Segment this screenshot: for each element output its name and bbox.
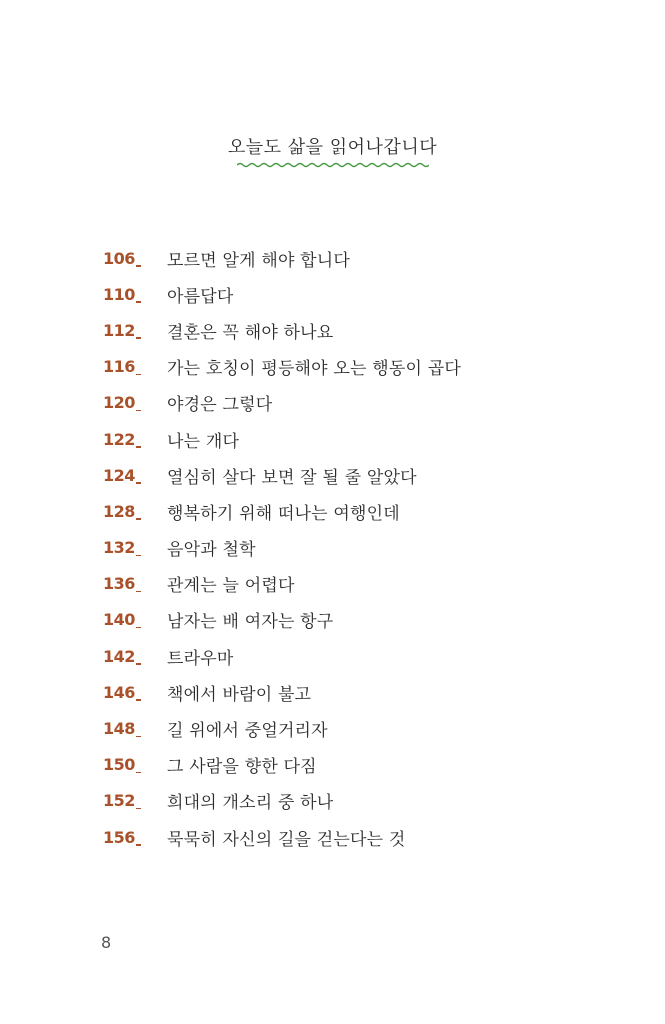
toc-page-number <box>103 683 167 702</box>
wavy-underline <box>237 161 429 169</box>
toc-entry[interactable] <box>103 530 603 566</box>
toc-title: 야경은 그렇다 <box>167 395 273 416</box>
toc-page-number <box>103 249 167 268</box>
toc-page-dash <box>136 627 141 629</box>
toc-page-number <box>103 791 167 810</box>
toc-page-number <box>103 719 167 738</box>
toc-page-dash <box>136 699 141 701</box>
toc-entry[interactable] <box>103 710 603 746</box>
toc-page-number <box>103 321 167 340</box>
toc-page-number <box>103 393 167 412</box>
toc-page-dash <box>136 663 141 665</box>
toc-page-dash <box>136 337 141 339</box>
toc-page-number <box>103 357 167 376</box>
page-number: 8 <box>101 933 112 952</box>
toc-page-number <box>103 755 167 774</box>
toc-entry[interactable] <box>103 602 603 638</box>
toc-entry[interactable] <box>103 783 603 819</box>
toc-entry[interactable] <box>103 674 603 710</box>
toc-page-dash <box>136 736 141 738</box>
toc-page-number <box>103 502 167 521</box>
toc-page-number <box>103 828 167 847</box>
toc-page-dash <box>136 446 141 448</box>
toc-title: 길 위에서 중얼거리자 <box>167 721 328 742</box>
toc-page-number-text: 112 <box>103 320 135 340</box>
toc-page-number <box>103 574 167 593</box>
toc-title: 묵묵히 자신의 길을 걷는다는 것 <box>167 829 406 850</box>
toc-title: 나는 개다 <box>167 431 240 452</box>
toc-title: 남자는 배 여자는 항구 <box>167 612 334 633</box>
toc-page-number <box>103 285 167 304</box>
toc-entry[interactable] <box>103 421 603 457</box>
toc-page-dash <box>136 518 141 520</box>
toc-entry[interactable] <box>103 638 603 674</box>
toc-page-dash <box>136 772 141 774</box>
toc-page-number-text: 146 <box>103 682 135 702</box>
table-of-contents <box>103 240 603 855</box>
toc-page-dash <box>136 410 141 412</box>
toc-page-number-text: 128 <box>103 501 135 521</box>
toc-page-dash <box>136 591 141 593</box>
toc-page-number <box>103 610 167 629</box>
toc-entry[interactable] <box>103 385 603 421</box>
section-header <box>0 135 665 169</box>
toc-title: 책에서 바람이 불고 <box>167 684 312 705</box>
toc-page-number <box>103 647 167 666</box>
toc-entry[interactable] <box>103 349 603 385</box>
toc-title: 아름답다 <box>167 286 234 307</box>
toc-page-dash <box>136 374 141 376</box>
toc-page-number <box>103 538 167 557</box>
toc-page-number-text: 136 <box>103 574 135 594</box>
toc-page-number-text: 140 <box>103 610 135 630</box>
toc-page-number-text: 106 <box>103 248 135 268</box>
section-title: 오늘도 삶을 읽어나갑니다 <box>227 137 438 158</box>
toc-page-dash <box>136 301 141 303</box>
toc-page-dash <box>136 808 141 810</box>
toc-page-number-text: 124 <box>103 465 135 485</box>
toc-entry[interactable] <box>103 312 603 348</box>
toc-page-number-text: 150 <box>103 755 135 775</box>
toc-title: 음악과 철학 <box>167 540 256 561</box>
toc-entry[interactable] <box>103 240 603 276</box>
toc-title: 관계는 늘 어렵다 <box>167 576 295 597</box>
toc-title: 트라우마 <box>167 648 234 669</box>
toc-page-number-text: 120 <box>103 393 135 413</box>
toc-page-number-text: 116 <box>103 357 135 377</box>
toc-page-dash <box>136 555 141 557</box>
toc-page-dash <box>136 482 141 484</box>
toc-title: 행복하기 위해 떠나는 여행인데 <box>167 503 400 524</box>
toc-page-number-text: 122 <box>103 429 135 449</box>
toc-title: 결혼은 꼭 해야 하나요 <box>167 322 334 343</box>
toc-entry[interactable] <box>103 493 603 529</box>
toc-title: 열심히 살다 보면 잘 될 줄 알았다 <box>167 467 417 488</box>
toc-page-number-text: 148 <box>103 719 135 739</box>
toc-page-number-text: 152 <box>103 791 135 811</box>
toc-title: 그 사람을 향한 다짐 <box>167 757 317 778</box>
toc-title: 가는 호칭이 평등해야 오는 행동이 곱다 <box>167 359 461 380</box>
toc-page-dash <box>136 844 141 846</box>
toc-page-number-text: 132 <box>103 538 135 558</box>
toc-page-number-text: 110 <box>103 284 135 304</box>
toc-page-dash <box>136 265 141 267</box>
toc-page-number <box>103 430 167 449</box>
toc-page-number <box>103 466 167 485</box>
toc-entry[interactable] <box>103 819 603 855</box>
toc-page-number-text: 142 <box>103 646 135 666</box>
toc-title: 희대의 개소리 중 하나 <box>167 793 334 814</box>
toc-title: 모르면 알게 해야 합니다 <box>167 250 351 271</box>
toc-page-number-text: 156 <box>103 827 135 847</box>
toc-entry[interactable] <box>103 276 603 312</box>
toc-entry[interactable] <box>103 457 603 493</box>
toc-entry[interactable] <box>103 747 603 783</box>
toc-entry[interactable] <box>103 566 603 602</box>
